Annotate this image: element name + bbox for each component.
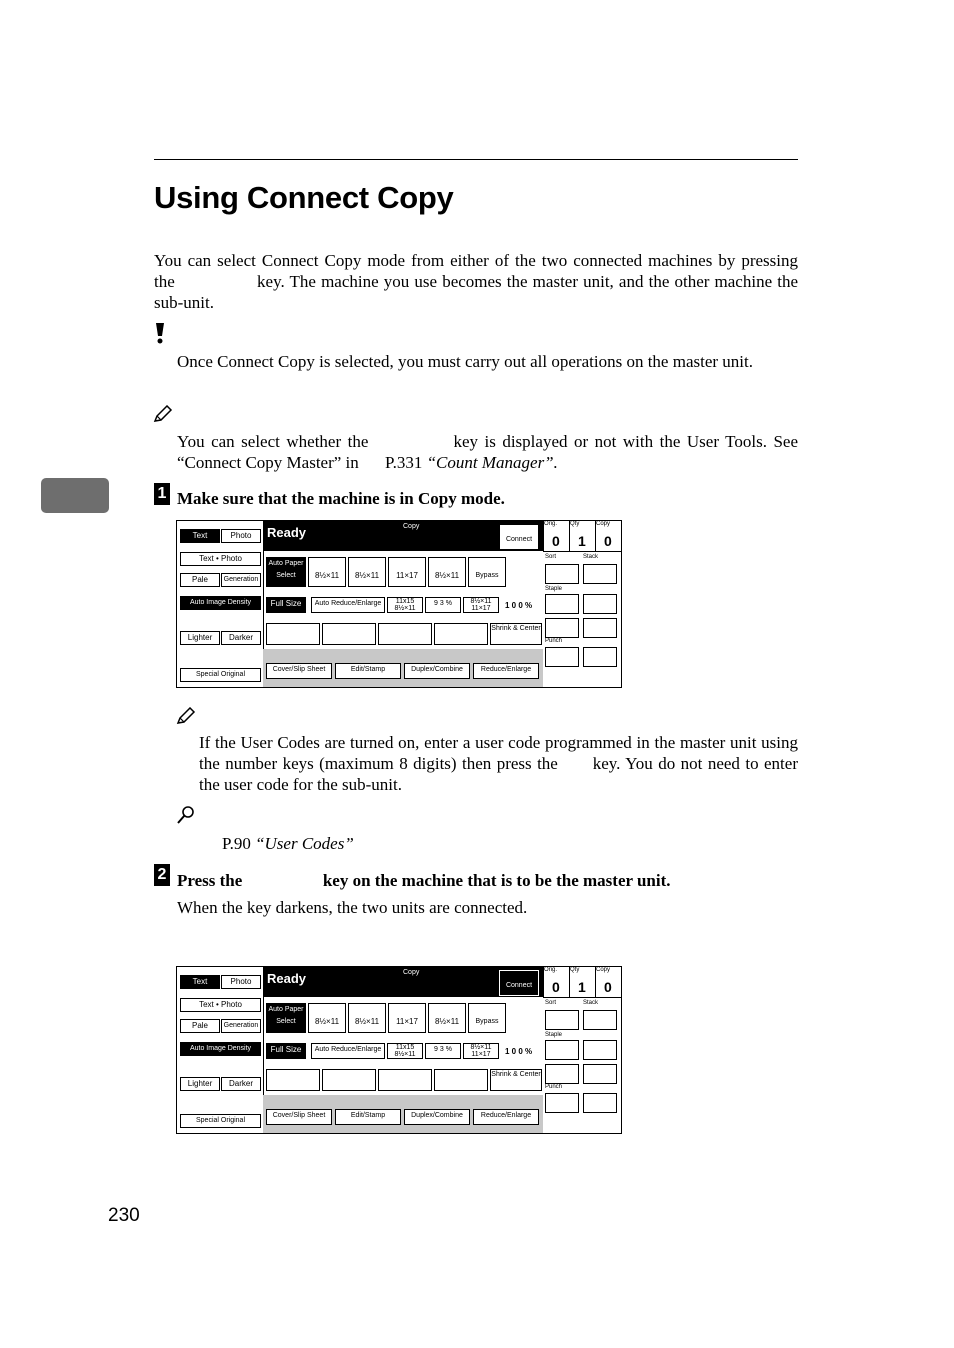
auto-reduce-enlarge-button[interactable]: Auto Reduce/Enlarge [311, 597, 385, 613]
note-pencil-icon [153, 405, 173, 423]
sort-button[interactable] [545, 564, 579, 584]
top-rule [154, 159, 798, 160]
copier-screen-2: Text Photo Text • Photo Pale Generation Auto Image Density Lighter Darker Special Original Ready Copy Connect Orig. 0 Qty 1 Copy 0 Auto Paper Select 8½×11 8½×11 11×17 8½×11 Bypass Full Size Auto Reduce/Enlarge 11x15 8½×11 9 3 % 8½×11 11×17 1 0 0 % Shrink & Center Cover/Slip Sheet Edit/Stamp Duplex/Combine Reduce/Enlarge Sort Stack Staple Punch [176, 966, 622, 1134]
qty-counter: Qty 1 [569, 967, 595, 997]
special-original-button[interactable]: Special Original [180, 1114, 261, 1128]
cover-slip-sheet-button[interactable]: Cover/Slip Sheet [266, 663, 332, 679]
ratio-display: 1 0 0 % [505, 601, 533, 610]
step-2-number: 2 [154, 864, 170, 886]
darker-button[interactable]: Darker [221, 631, 261, 645]
connect-button[interactable]: Connect [499, 524, 539, 550]
orig-counter: Orig. 0 [543, 967, 569, 997]
duplex-combine-button[interactable]: Duplex/Combine [404, 1109, 470, 1125]
full-size-button[interactable]: Full Size [266, 597, 306, 613]
text-photo-button[interactable]: Text • Photo [180, 552, 261, 566]
orig-counter: Orig. 0 [543, 521, 569, 551]
reduce-enlarge-button[interactable]: Reduce/Enlarge [473, 1109, 539, 1125]
ratio-preset-3[interactable]: 8½×11 11×17 [463, 1043, 499, 1059]
tray-4-button[interactable]: 8½×11 [428, 557, 466, 587]
ref-page: P.331 [385, 453, 423, 472]
chapter-tab [41, 478, 109, 513]
page-number: 230 [108, 1205, 140, 1226]
ratio-preset-3[interactable]: 8½×11 11×17 [463, 597, 499, 613]
duplex-icon-2[interactable] [322, 623, 376, 645]
sort-button[interactable] [545, 1010, 579, 1030]
screen-left-panel [177, 521, 264, 687]
ratio-preset-2[interactable]: 9 3 % [425, 597, 461, 613]
note-pencil-icon [176, 707, 196, 725]
auto-reduce-enlarge-button[interactable]: Auto Reduce/Enlarge [311, 1043, 385, 1059]
qty-counter: Qty 1 [569, 521, 595, 551]
mode-label: Copy [403, 969, 420, 976]
tray-2-button[interactable]: 8½×11 [348, 557, 386, 587]
ratio-preset-2[interactable]: 9 3 % [425, 1043, 461, 1059]
lighter-button[interactable]: Lighter [180, 1077, 220, 1091]
staple-button-3[interactable] [545, 618, 579, 638]
full-size-button[interactable]: Full Size [266, 1043, 306, 1059]
stack-button[interactable] [583, 564, 617, 584]
reference-user-codes: P.90 “User Codes” [222, 834, 354, 853]
duplex-icon-1[interactable] [266, 1069, 320, 1091]
bypass-button[interactable]: Bypass [468, 557, 506, 587]
text-button[interactable]: Text [180, 975, 220, 989]
staple-button-2[interactable] [583, 1040, 617, 1060]
shrink-center-button[interactable]: Shrink & Center [490, 623, 542, 645]
ratio-preset-1[interactable]: 11x15 8½×11 [387, 1043, 423, 1059]
darker-button[interactable]: Darker [221, 1077, 261, 1091]
auto-image-density-button[interactable]: Auto Image Density [180, 596, 261, 610]
mode-label: Copy [403, 523, 420, 530]
step-1-number: 1 [154, 483, 170, 505]
staple-button-1[interactable] [545, 594, 579, 614]
connect-button-active[interactable]: Connect [499, 970, 539, 996]
text-button[interactable]: Text [180, 529, 220, 543]
tray-1-button[interactable]: 8½×11 [308, 1003, 346, 1033]
copy-counter: Copy 0 [595, 521, 621, 551]
note-user-codes: If the User Codes are turned on, enter a user code programmed in the master unit using the number keys (maximum 8 digits) then press the key. You do not need to enter the user code for the sub-unit. [199, 733, 798, 794]
tray-2-button[interactable]: 8½×11 [348, 1003, 386, 1033]
punch-button-2[interactable] [583, 647, 617, 667]
photo-button[interactable]: Photo [221, 975, 261, 989]
punch-button-2[interactable] [583, 1093, 617, 1113]
bypass-button[interactable]: Bypass [468, 1003, 506, 1033]
staple-button-4[interactable] [583, 1064, 617, 1084]
staple-button-1[interactable] [545, 1040, 579, 1060]
important-note: Once Connect Copy is selected, you must carry out all operations on the master unit. [177, 352, 753, 371]
cover-slip-sheet-button[interactable]: Cover/Slip Sheet [266, 1109, 332, 1125]
note-user-tools: You can select whether the key is displayed or not with the User Tools. See “Connect Copy Master” in P.331 “Count Manager”. [177, 432, 799, 472]
duplex-icon-2[interactable] [322, 1069, 376, 1091]
ready-status: Ready [267, 971, 307, 986]
copy-counter: Copy 0 [595, 967, 621, 997]
ref-title: “Count Manager”. [426, 453, 558, 472]
step-1-text: Make sure that the machine is in Copy mode. [177, 489, 505, 508]
combine-icon-2[interactable] [434, 623, 488, 645]
ready-status: Ready [267, 525, 307, 540]
auto-paper-select-button[interactable]: Auto Paper Select [266, 1003, 306, 1033]
tray-3-button[interactable]: 11×17 [388, 1003, 426, 1033]
duplex-icon-1[interactable] [266, 623, 320, 645]
tray-4-button[interactable]: 8½×11 [428, 1003, 466, 1033]
tray-1-button[interactable]: 8½×11 [308, 557, 346, 587]
combine-icon-1[interactable] [378, 623, 432, 645]
combine-icon-2[interactable] [434, 1069, 488, 1091]
step-2-text: Press the key on the machine that is to be the master unit. [177, 871, 671, 890]
generation-button[interactable]: Generation [221, 1019, 261, 1033]
photo-button[interactable]: Photo [221, 529, 261, 543]
ratio-preset-1[interactable]: 11x15 8½×11 [387, 597, 423, 613]
punch-button-1[interactable] [545, 1093, 579, 1113]
generation-button[interactable]: Generation [221, 573, 261, 587]
reduce-enlarge-button[interactable]: Reduce/Enlarge [473, 663, 539, 679]
duplex-combine-button[interactable]: Duplex/Combine [404, 663, 470, 679]
ratio-display: 1 0 0 % [505, 1047, 533, 1056]
pale-button[interactable]: Pale [180, 1019, 220, 1033]
section-title: Using Connect Copy [154, 180, 454, 215]
staple-button-2[interactable] [583, 594, 617, 614]
special-original-button[interactable]: Special Original [180, 668, 261, 682]
intro-paragraph: You can select Connect Copy mode from either of the two connected machines by pressing the key. The machine you use becomes the master unit, and the other machine the sub-unit. [154, 251, 799, 312]
auto-paper-select-button[interactable]: Auto Paper Select [266, 557, 306, 587]
text-photo-button[interactable]: Text • Photo [180, 998, 261, 1012]
shrink-center-button[interactable]: Shrink & Center [490, 1069, 542, 1091]
step-2-result: When the key darkens, the two units are connected. [177, 898, 528, 917]
lighter-button[interactable]: Lighter [180, 631, 220, 645]
staple-button-4[interactable] [583, 618, 617, 638]
combine-icon-1[interactable] [378, 1069, 432, 1091]
punch-button-1[interactable] [545, 647, 579, 667]
staple-button-3[interactable] [545, 1064, 579, 1084]
finisher-panel: Sort Stack Staple Punch [543, 551, 621, 688]
edit-stamp-button[interactable]: Edit/Stamp [335, 1109, 401, 1125]
reference-magnifier-icon [176, 805, 196, 825]
copier-screen-1 [176, 520, 622, 688]
stack-button[interactable] [583, 1010, 617, 1030]
screen-header [263, 521, 543, 551]
tray-3-button[interactable]: 11×17 [388, 557, 426, 587]
edit-stamp-button[interactable]: Edit/Stamp [335, 663, 401, 679]
pale-button[interactable]: Pale [180, 573, 220, 587]
auto-image-density-button[interactable]: Auto Image Density [180, 1042, 261, 1056]
important-icon [152, 322, 168, 344]
